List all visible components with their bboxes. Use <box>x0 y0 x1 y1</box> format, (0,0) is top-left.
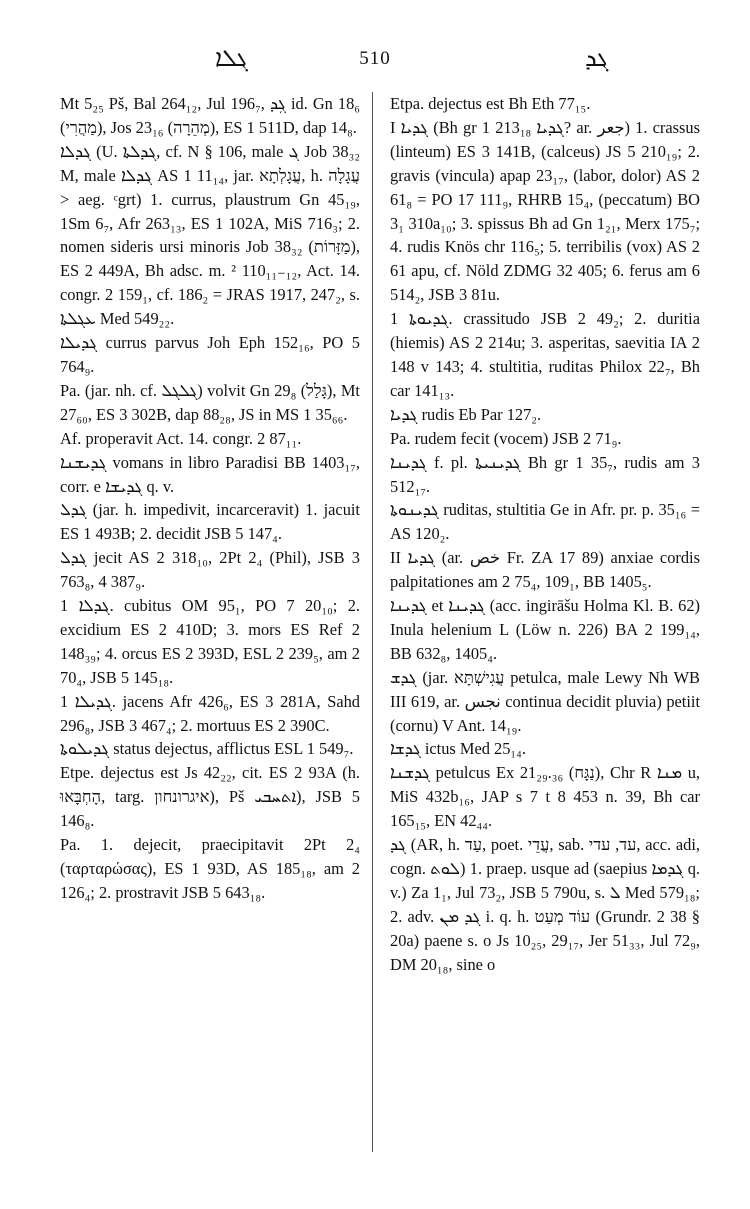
header-right-word: ܓܕ <box>585 46 609 72</box>
entry: ܓܕܠ (jar. h. impedivit, incarceravit) 1. jacuit ES 1 493B; 2. decidit JSB 5 147₄. <box>60 500 360 544</box>
entry: ܓܕܠܐ 1. cubitus OM 95₁, PO 7 20₁₀; 2. excidium ES 2 410D; 3. mors ES Ref 2 148₃₉; 4. orcus ES 2 393D, ESL 2 239₅, am 2 70₄, JSB 5 145₁₈. <box>60 596 360 687</box>
entry: ܓܕܠ jecit AS 2 318₁₀, 2Pt 2₄ (Phil), JSB 3 763₈, 4 387₉. <box>60 548 360 592</box>
page-header <box>40 46 710 76</box>
entry: ܓܕܝܠܐ 1. jacens Afr 426₆, ES 3 281A, Sahd 296₈, JSB 3 467₄; 2. mortuus ES 2 390C. <box>60 691 360 735</box>
entry: I ܓܕܝܐ (Bh gr 1 213₁₈ ܓܕܝܐ? ar. جعر) 1. crassus (linteum) ES 3 141B, (calceus) JS 5 210₁₉; 2. gravis (vincula) apap 23₁₇, (labor, dolor) AS 2 61₈ = PO 17 111₉, RHRB 15₄, (peccatum) BO 3₁ 310a₁₀; 3. spissus Bh ad Gn 1₂₁, Merx 175₇; 4. rudis Knös chr 116₅; 5. terribilis (vox) AS 2 61 apu, cf. Nöld ZDMG 32 405; 6. ferus am 6 514₂, JSB 3 81u. <box>390 117 700 305</box>
entry: Etpa. dejectus est Bh Eth 77₁₅. <box>390 94 591 113</box>
entry: ܓܕ (AR, h. עַד, poet. עֲדֵי, sab. עד, עדי, acc. adi, cogn. ܠܘܬ) 1. praep. usque ad (saepius ܓܕܡܐ q. v.) Za 1₁, Jul 73₂, JSB 5 790u, s. ܠ Med 579₁₈; 2. adv. ܓܕ ܡܢ i. q. h. עוֹד מְעַט (Grundr. 2 38 § 20a) paene s. o Js 10₂₅, 29₁₇, Jer 51₃₃, Jul 72₉, DM 20₁₈, sine o <box>390 835 701 974</box>
entry: II ܓܕܝܐ (ar. خص Fr. ZA 17 89) anxiae cordis palpitationes am 2 75₄, 109₁, BB 1405₅. <box>390 548 700 592</box>
entry: ܓܕܫܢܐ petulcus Ex 21₂₉.₃₆ (נַגָּח), Chr R ܡܢܐ u, MiS 432b₁₆, JAP s 7 t 8 453 n. 39, Bh car 165₁₅, EN 42₄₄. <box>390 763 701 831</box>
page-number: 510 <box>359 48 391 69</box>
entry: ܓܕܝܢܐ et ܓܕܝܢܐ (acc. ingirāšu Holma Kl. B. 62) Inula helenium L (Löw n. 226) BA 2 199₁₄, BB 632₈, 1405₄. <box>390 596 701 663</box>
entry: ܓܕܫ (jar. עֲגִישְׁתָּא petulca, male Lewy Nh WB III 619, ar. نجس continua decidit pluvia) petiit (cornu) V Ant. 14₁₉. <box>390 667 701 735</box>
entry: ܓܕܝܢܘܬܐ ruditas, stultitia Ge in Afr. pr. p. 35₁₆ = AS 120₂. <box>390 500 700 544</box>
entry: ܓܕܝܘܬܐ 1. crassitudo JSB 2 49₂; 2. duritia (hiemis) AS 2 214u; 3. asperitas, saevitia IA 2 148 v 143; 4. stultitia, ruditas Philox 22₇, Bh car 141₁₃. <box>390 309 700 400</box>
header-left-word: ܓܠܐ <box>215 46 248 72</box>
entry: ܓܕܝܢܐ f. pl. ܓܕܝܢܝܬܐ Bh gr 1 35₇, rudis am 3 512₁₇. <box>390 452 700 496</box>
entry: Pa. (jar. nh. cf. ܓܠܓܠ) volvit Gn 29₈ (גָּלַל), Mt 27₆₀, ES 3 302B, dap 88₂₈, JS in MS 1 35₆₆. <box>60 380 360 424</box>
right-column <box>390 92 700 977</box>
entry: Etpe. dejectus est Js 42₂₂, cit. ES 2 93A (h. הָחְבָּאוּ, targ. איגרונחון), Pš ܐܬܚܒܝ), JSB 5 146₈. <box>60 763 360 831</box>
entry: ܓܕܠܐ (U. ܓܕܠܬܐ, cf. N § 106, male ܓ Job 38₃₂ M, male ܓܕܠܐ AS 1 11₁₄, jar. עֲגָלְתָא, h. עֲגָלָה > aeg. ᶜgrt) 1. currus, plaustrum Gn 45₁₉, 1Sm 6₇, Afr 263₁₃, ES 1 102A, MiS 716₃; 2. nomen sideris ursi minoris Job 38₃₂ (מַזָּרוֹת), ES 2 449A, Bh adsc. m. ² 110₁₁₋₁₂, Act. 14. congr. 2 159₁, cf. 186₂ = JRAS 1917, 247₂, s. ܥܓܠܬܐ Med 549₂₂. <box>60 141 360 329</box>
left-column <box>60 92 360 905</box>
entry: Pa. rudem fecit (vocem) JSB 2 71₉. <box>390 428 622 448</box>
entry: ܓܕܝܠܘܬܐ status dejectus, afflictus ESL 1 549₇. <box>60 739 354 759</box>
entry: Mt 5₂₅ Pš, Bal 264₁₂, Jul 196₇, ܓܼܕ id. Gn 18₆ (מַהֲרִי), Jos 23₁₆ (מְהֵרָה), ES 1 511D, dap 14₈. <box>60 94 360 137</box>
entry: ܓܕܝܠܐ currus parvus Joh Eph 152₁₆, PO 5 764₉. <box>60 333 360 376</box>
entry: ܓܕܝܫܢܐ vomans in libro Paradisi BB 1403₁₇, corr. e ܓܕܝܫܐ q. v. <box>60 452 360 496</box>
entry: Pa. 1. dejecit, praecipitavit 2Pt 2₄ (ταρταρώσας), ES 1 93D, AS 185₁₈, am 2 126₄; 2. prostravit JSB 5 643₁₈. <box>60 835 360 902</box>
column-divider <box>372 92 373 1152</box>
entry: Af. properavit Act. 14. congr. 2 87₁₁. <box>60 428 302 448</box>
entry: ܓܕܫܐ ictus Med 25₁₄. <box>390 739 526 759</box>
entry: ܓܕܝܐ rudis Eb Par 127₂. <box>390 404 542 424</box>
